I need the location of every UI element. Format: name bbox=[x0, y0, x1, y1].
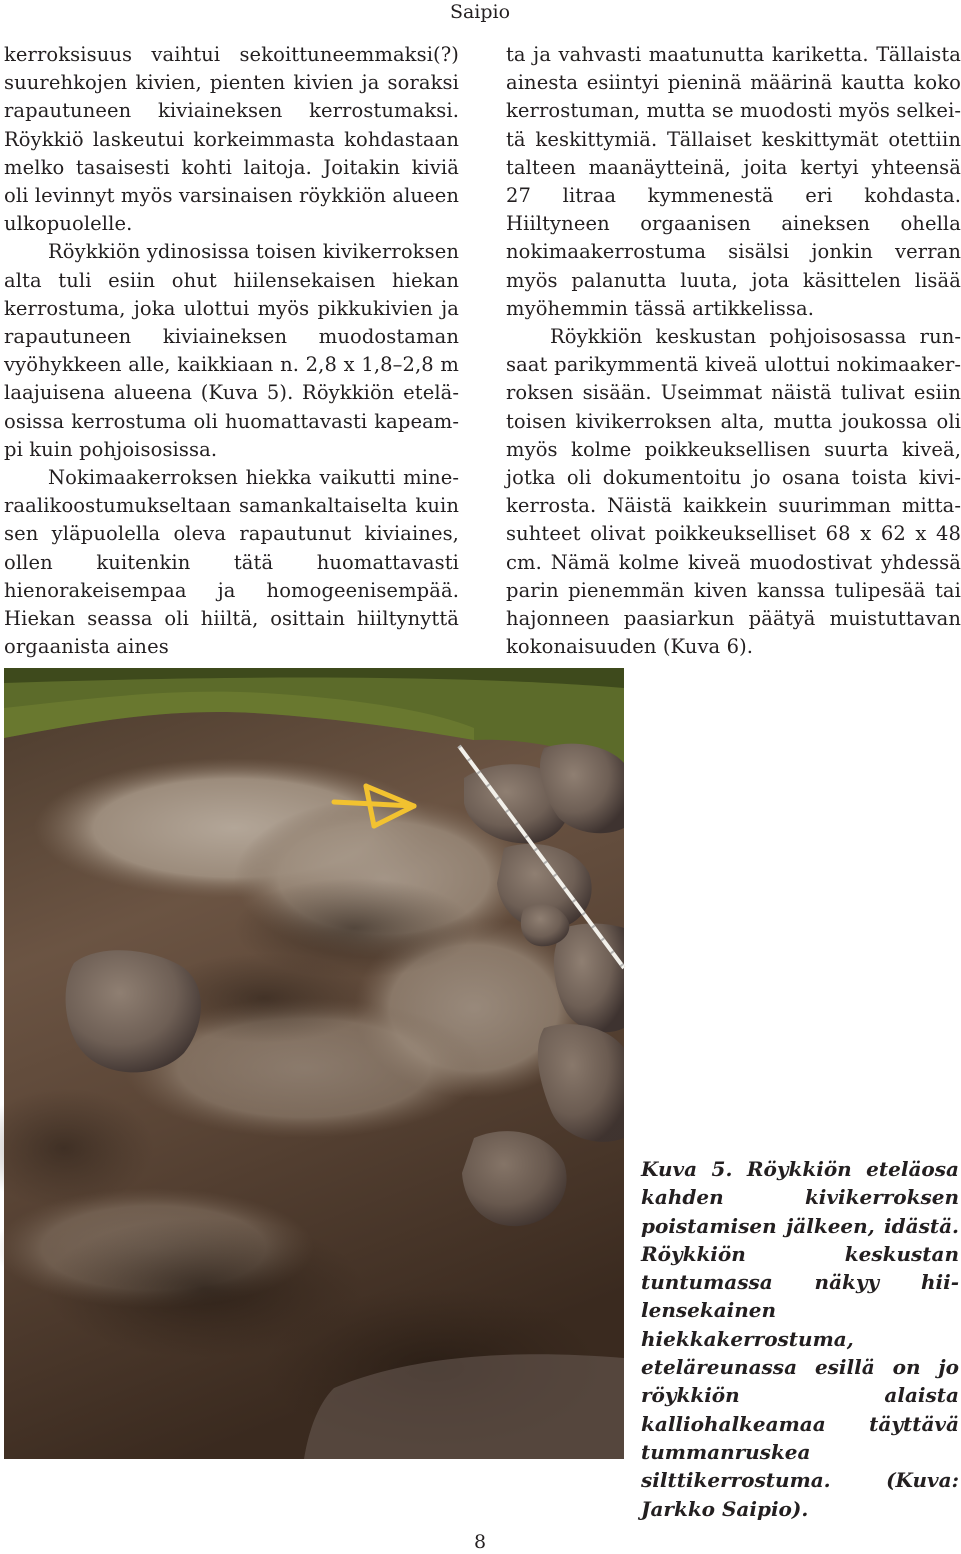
paragraph: Röykkiön ydinosissa toisen kivikerroksen alta tuli esiin ohut hiilensekaisen hiekan kerrostuma, joka ulottui myös pikkukivien ja rapautuneen kiviaineksen muodostaman vyöhykkeen alle, kaikkiaan n. 2,8 x 1,8–2,8 m laajuisena alueena (Kuva 5). Röykkiön eteläosissa kerrostuma oli huomattavasti kapeampi kuin pohjoisosissa. bbox=[4, 240, 460, 461]
excavation-photo bbox=[4, 668, 624, 1459]
paragraph: ta ja vahvasti maatunutta kariketta. Tällaista ainesta esiintyi pieninä määrinä kautta koko kerrostuman, mutta se muodosti myös selkeitä keskittymiä. Tällaiset keskittymät otettiin talteen maanäytteinä, joita kertyi yhteensä 27 litraa kymmenestä eri kohdasta. Hiiltyneen orgaanisen aineksen ohella nokimaakerrostuma sisälsi jonkin verran myös palanutta luuta, jota käsittelen lisää myöhemmin tässä artikkelissa. bbox=[506, 43, 961, 320]
figure-caption: Kuva 5. Röykkiön eteläosa kahden kivikerroksen poistamisen jälkeen, idästä. Röykkiön keskustan tuntumassa näkyy hiilensekainen hiekkakerrostuma, eteläreunassa esillä on jo röykkiön alaista kalliohalkeamaa täyttävä tummanruskea silttikerrostuma. (Kuva: Jarkko Saipio). bbox=[641, 1157, 959, 1521]
paragraph: Nokimaakerroksen hiekka vaikutti mineraalikoostumukseltaan samankaltaiselta kuin sen yläpuolella oleva rapautunut kiviaines, ollen kuitenkin tätä huomattavasti hienorakeisempaa ja homogeenisempää. Hiekan seassa oli hiiltä, osittain hiiltynyttä orgaanista aines bbox=[4, 466, 459, 659]
paragraph: Röykkiön keskustan pohjoisosassa runsaat parikymmentä kiveä ulottui nokimaakerroksen sisään. Useimmat näistä tulivat esiin toisen kivikerroksen alta, mutta joukossa oli myös kolme poikkeuksellisen suurta kiveä, jotka oli dokumentoitu jo osana toista kivikerrosta. Näistä kaikkein suurimman mittasuhteet olivat poikkeukselliset 68 x 62 x 48 cm. Nämä kolme kiveä muodostivat yhdessä parin pienemmän kiven kanssa tulipesää tai hajonneen paasiarkun päätyä muistuttavan kokonaisuuden (Kuva 6). bbox=[506, 325, 961, 659]
right-column bbox=[506, 41, 961, 661]
excavation-photo-illustration bbox=[4, 668, 624, 1459]
paragraph: kerroksisuus vaihtui sekoittuneemmaksi(?) suurehkojen kivien, pienten kivien ja soraksi rapautuneen kiviaineksen kerrostumaksi. Röykkiö laskeutui korkeimmasta kohdastaan melko tasaisesti kohti laitoja. Joitakin kiviä oli levinnyt myös varsinaisen röykkiön alueen ulkopuolelle. bbox=[4, 43, 459, 236]
running-head: Saipio bbox=[449, 1, 511, 23]
page-number: 8 bbox=[473, 1531, 487, 1553]
left-column bbox=[4, 41, 459, 661]
